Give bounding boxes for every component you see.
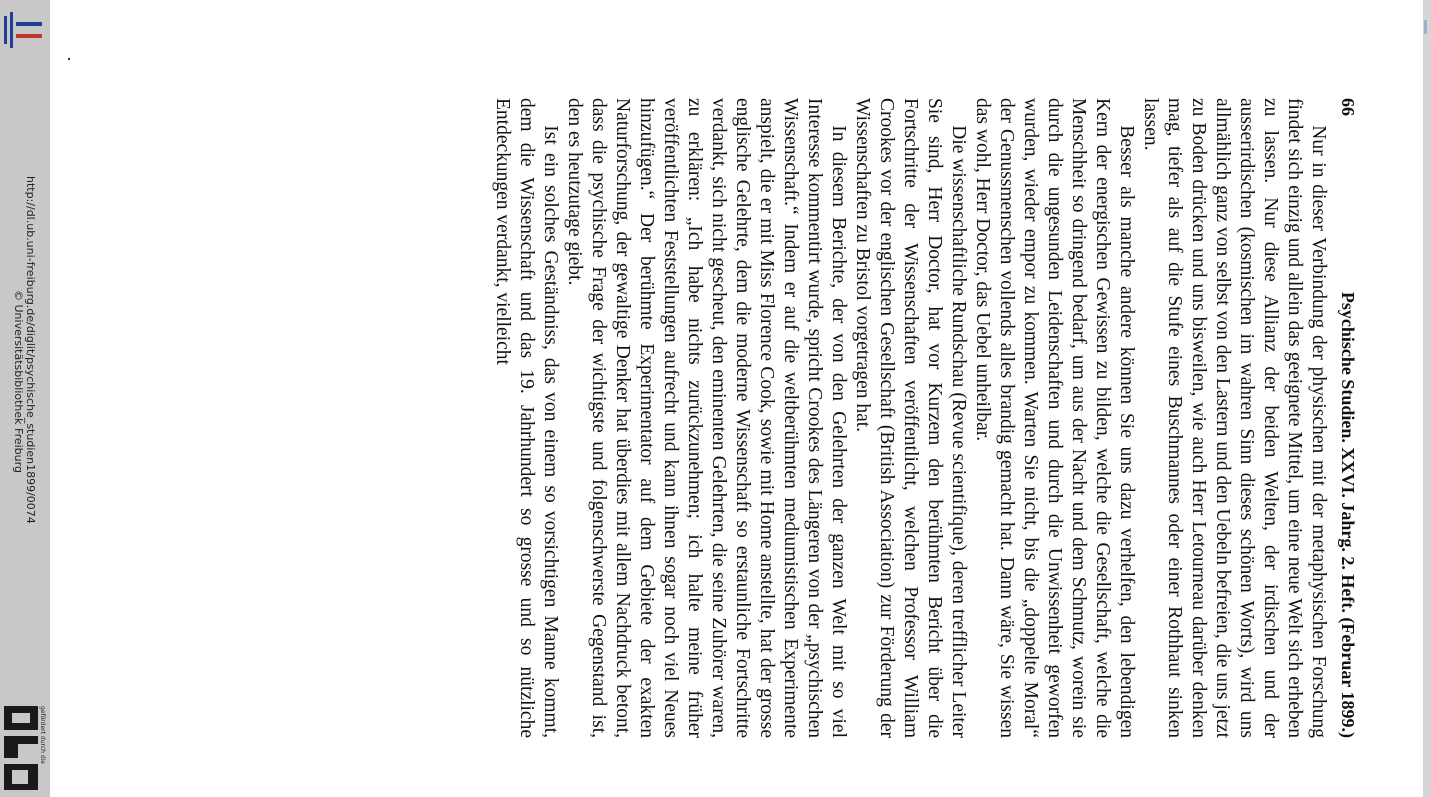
viewer-sidebar	[0, 0, 50, 797]
paragraph-4: In diesem Berichte, der von den Gelehrten der ganzen Welt mit so viel Interesse kommentirt wurde, spricht Crookes des Längeren von der „psychischen Wissenschaft.“ Indem er auf die weltberühmten mediumistischen Experimente anspielt, die er mit Miss Florence Cook, sowie mit Home anstellte, hat der grosse englische Gelehrte, dem die moderne Wissenschaft so erstaunliche Fortschritte verdankt, sich nicht gescheut, den eminenten Gelehrten, die seine Zuhörer waren, zu erklären: „Ich habe nichts zurückzunehmen; ich halte meine früher veröffentlichten Feststellungen aufrecht und kann ihnen sogar noch viel Neues hinzufügen.“ Der berühmte Experimentator auf dem Gebiete der exakten Naturforschung, der gewaltige Denker hat überdies mit allem Nachdruck betont, dass die psychische Frage der wichtigste und folgenschwerste Gegenstand ist, den es heutzutage giebt.	[564, 98, 849, 738]
copyright-notice: © Universitätsbibliothek Freiburg	[12, 290, 25, 473]
paragraph-1: Nur in dieser Verbindung der physischen mit der metaphysischen Forschung findet sich einzig und allein das geeignete Mittel, um eine neue Welt sich erheben zu lassen. Nur diese Allianz der beiden Welten, der irdischen und der ausserirdischen (kosmischen im wahren Sinn dieses schönen Worts), wird uns allmählich ganz von selbst von den Lastern und den Uebeln befreien, die uns jetzt zu Boden drücken und uns bisweilen, wie auch Herr Letourneau darüber denken mag, tiefer als auf die Stufe eines Buschmannes oder einer Rothhaut sinken lassen.	[1140, 98, 1329, 738]
scroll-indicator[interactable]	[1424, 20, 1427, 34]
library-logo-icon	[2, 8, 44, 52]
scan-mark	[68, 58, 70, 60]
running-header	[1336, 98, 1360, 738]
funded-by-label: gefördert durch die	[39, 706, 46, 764]
scrollbar[interactable]	[1423, 0, 1431, 797]
source-url[interactable]: http://dl.ub.uni-freiburg.de/diglit/psychische_studien1899/0074	[24, 176, 37, 524]
paragraph-5: Ist ein solches Geständniss, das von einem so vorsichtigen Manne kommt, dem die Wissenschaft und das 19. Jahrhundert so grosse und so nützliche Entdeckungen verdankt, vielleicht	[492, 98, 561, 738]
running-head: Psychische Studien. XXVI. Jahrg. 2. Heft. (Februar 1899.)	[1338, 291, 1358, 738]
page-text	[230, 98, 1360, 738]
paragraph-2: Besser als manche andere können Sie uns dazu verhelfen, den lebendigen Kern der energischen Gewissen zu bilden, welche die Gesellschaft, welche die Menschheit so dringend bedarf, um aus der Nacht und dem Schmutz, worein sie durch die ungesunden Leidenschaften und durch die Unwissenheit geworfen wurden, wieder empor zu kommen. Warten Sie nicht, bis die „doppelte Moral“ der Genussmenschen vollends alles brandig gemacht hat. Dann wäre, Sie wissen das wohl, Herr Doctor, das Uebel unheilbar.	[972, 98, 1137, 738]
page-number: 66	[1338, 98, 1358, 116]
paragraph-3: Die wissenschaftliche Rundschau (Revue scientifique), deren trefflicher Leiter Sie sind, Herr Doctor, hat vor Kurzem den berühmten Bericht über die Fortschritte der Wissenschaften veröffentlicht, welchen Professor William Crookes vor der englischen Gesellschaft (British Association) zur Förderung der Wissenschaften zu Bristol vorgetragen hat.	[852, 98, 969, 738]
